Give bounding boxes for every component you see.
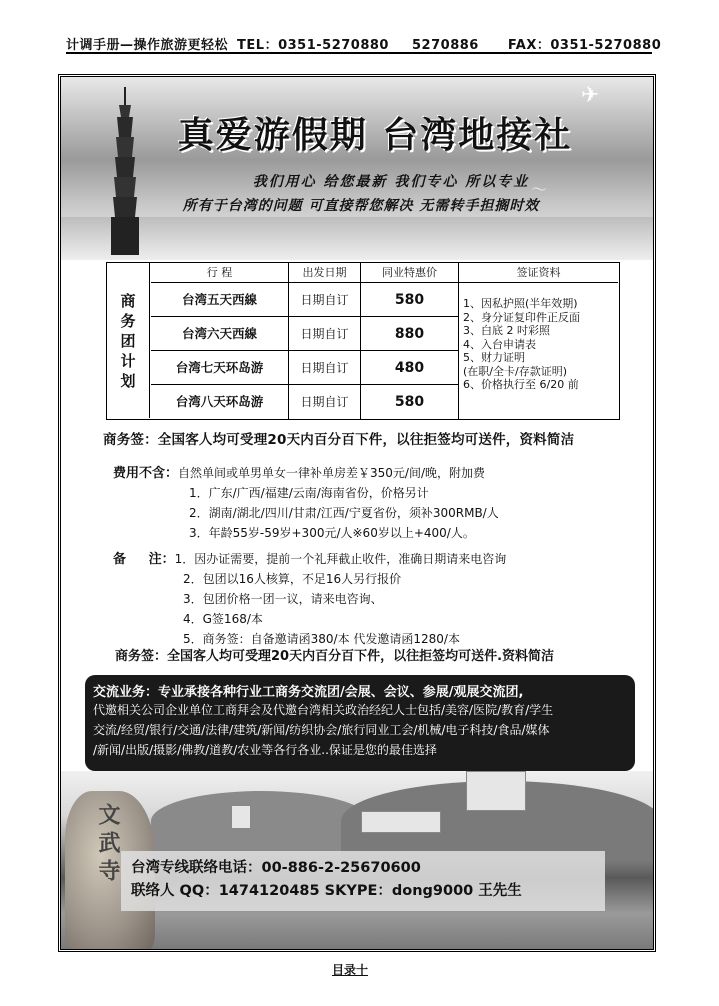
business-visa-note: 商务签：全国客人均可受理20天内百分百下件，以往拒签均可送件，资料简洁 xyxy=(103,432,575,448)
side-label-char: 团 xyxy=(120,331,136,350)
remark-item: 4．G签168/本 xyxy=(183,612,263,626)
remark-item: 5．商务签：自备邀请函380/本 代发邀请函1280/本 xyxy=(183,632,460,646)
side-label-char: 商 xyxy=(120,291,136,310)
seagull-icon: ✈ xyxy=(581,83,600,108)
visa-item: 4、入台申请表 xyxy=(463,337,536,351)
flyer-frame xyxy=(58,74,656,952)
slogan-line-1: 我们用心 给您最新 我们专心 所以专业 xyxy=(252,174,530,190)
table-side-label xyxy=(107,263,150,418)
exchange-business-box xyxy=(85,675,635,771)
route-cell: 台湾八天环岛游 xyxy=(151,385,289,419)
lake-scenery xyxy=(61,771,653,949)
header-slogan: 计调手册—操作旅游更轻松 xyxy=(66,38,229,53)
route-cell: 台湾六天西線 xyxy=(151,317,289,351)
date-cell: 日期自订 xyxy=(289,385,361,419)
hotel-building xyxy=(466,771,526,811)
header-tel: TEL：0351-5270880 xyxy=(237,38,389,53)
remark-label: 备 注： xyxy=(113,552,175,567)
route-cell: 台湾五天西線 xyxy=(151,283,289,317)
header-price: 同业特惠价 xyxy=(361,263,459,283)
visa-item: 3、白底 2 吋彩照 xyxy=(463,324,550,337)
side-label-char: 划 xyxy=(120,371,136,390)
excluded-label: 费用不含： xyxy=(113,466,179,481)
remark-item: 3．包团价格一团一议，请来电咨询、 xyxy=(183,592,383,606)
header-bar xyxy=(66,34,662,54)
seagull-icon: 〜 xyxy=(531,180,548,199)
visa-item: 5、财力证明 xyxy=(463,351,525,364)
rock-inscription: 文武寺 xyxy=(95,803,121,887)
side-label-char: 计 xyxy=(120,351,136,370)
taipei-101-icon xyxy=(105,87,145,255)
route-cell: 台湾七天环岛游 xyxy=(151,351,289,385)
exchange-line: 交流/经贸/银行/交通/法律/建筑/新闻/纺织协会/旅行同业工会/机械/电子科技/食品/媒体 xyxy=(93,723,550,737)
excluded-main: 自然单间或单男单女一律补单房差￥350元/间/晚，附加费 xyxy=(178,466,486,480)
header-route: 行 程 xyxy=(151,263,289,283)
contact-qq: 联络人 QQ：1474120485 SKYPE：dong9000 王先生 xyxy=(131,883,522,899)
exchange-line: 代邀相关公司企业单位工商拜会及代邀台湾相关政治经纪人士包括/美容/医院/教育/学生 xyxy=(93,703,554,717)
date-cell: 日期自订 xyxy=(289,317,361,351)
exchange-heading: 交流业务：专业承接各种行业工商务交流团/会展、会议、参展/观展交流团, xyxy=(93,685,524,700)
business-plan-table xyxy=(106,262,620,420)
header-tel2: 5270886 xyxy=(412,38,479,53)
contact-phone: 台湾专线联络电话：00-886-2-25670600 xyxy=(131,860,421,876)
remark-item: 2．包团以16人核算，不足16人另行报价 xyxy=(183,572,402,586)
mountain-shape xyxy=(151,791,371,851)
visa-item: 2、身分证复印件正反面 xyxy=(463,310,580,324)
business-visa-note-2: 商务签：全国客人均可受理20天内百分百下件，以往拒签均可送件.资料简洁 xyxy=(115,649,555,664)
remark-item: 1．因办证需要，提前一个礼拜截止收件，准确日期请来电咨询 xyxy=(174,552,507,566)
hotel-building xyxy=(361,811,441,833)
slogan-line-2: 所有于台湾的问题 可直接帮您解决 无需转手担搁时效 xyxy=(182,198,540,214)
header-date: 出发日期 xyxy=(289,263,361,283)
side-label-char: 务 xyxy=(120,311,136,330)
date-cell: 日期自订 xyxy=(289,283,361,317)
price-cell: 480 xyxy=(361,351,459,385)
visa-item: 6、价格执行至 6/20 前 xyxy=(463,378,579,391)
date-cell: 日期自订 xyxy=(289,351,361,385)
contact-panel xyxy=(121,851,605,911)
page-number: 目录十 xyxy=(332,963,369,977)
visa-item: (在职/全卡/存款证明) xyxy=(463,364,567,378)
excluded-item: 3．年龄55岁-59岁+300元/人※60岁以上+400/人。 xyxy=(189,526,475,540)
price-cell: 580 xyxy=(361,385,459,419)
visa-requirements xyxy=(463,297,618,392)
visa-item: 1、因私护照(半年效期) xyxy=(463,297,578,310)
hotel-building xyxy=(231,805,251,829)
page-title: 真爱游假期 台湾地接社 xyxy=(177,114,573,156)
price-cell: 880 xyxy=(361,317,459,351)
exchange-line: /新闻/出版/摄影/佛教/道教/农业等各行各业..保证是您的最佳选择 xyxy=(93,743,437,757)
excluded-item: 1．广东/广西/福建/云南/海南省份，价格另计 xyxy=(189,486,429,500)
header-visa: 签证资料 xyxy=(459,263,618,283)
header-fax: FAX：0351-5270880 xyxy=(507,38,662,53)
sea-background xyxy=(61,217,653,260)
header-banner xyxy=(61,77,653,260)
excluded-item: 2．湖南/湖北/四川/甘肃/江西/宁夏省份，须补300RMB/人 xyxy=(189,506,499,520)
price-cell: 580 xyxy=(361,283,459,317)
